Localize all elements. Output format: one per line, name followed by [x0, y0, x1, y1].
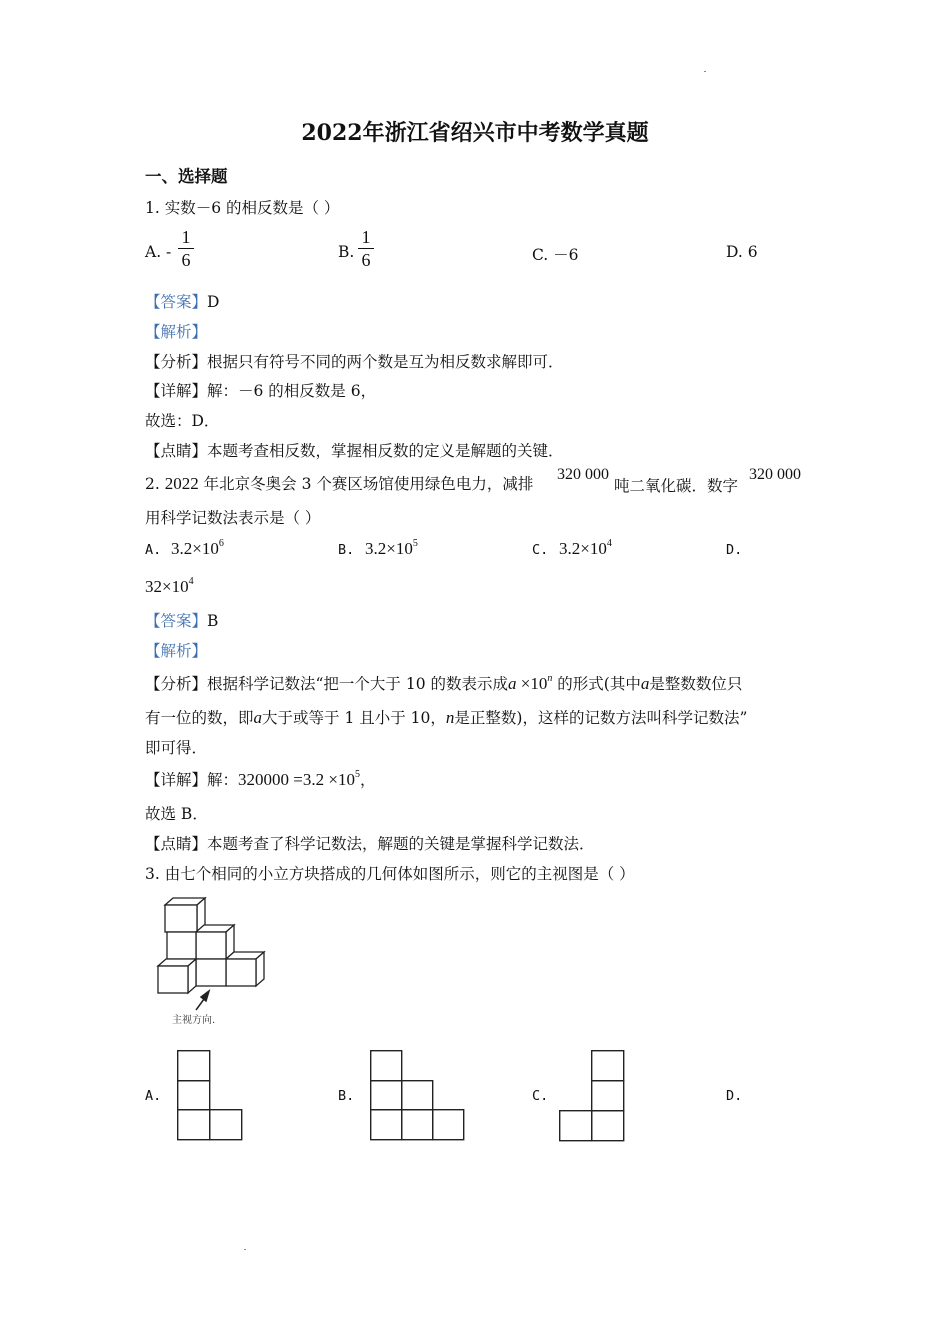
scan-dot	[244, 1249, 246, 1250]
q3-option-c-label: C.	[532, 1088, 549, 1104]
q1-option-b-denominator: 6	[361, 250, 371, 270]
text: ，	[359, 771, 376, 789]
q2-analysis-tag: 【解析】	[145, 642, 208, 660]
q2-stem-b: 年北京冬奥会 3 个赛区场馆使用绿色电力，减排	[198, 475, 534, 493]
q1-option-b-numerator: 1	[361, 227, 371, 247]
answer-tag: 【答案】	[145, 612, 208, 630]
cube-bottom-middle	[196, 959, 226, 986]
q2-option-d	[145, 576, 194, 597]
answer-value: B	[207, 612, 219, 630]
cube-bottom-right	[226, 952, 264, 986]
page-title: 2022年浙江省绍兴市中考数学真题	[301, 120, 649, 146]
q1-fenxi: 【分析】根据只有符号不同的两个数是互为相反数求解即可．	[145, 353, 564, 371]
q3-option-c-view	[559, 1050, 626, 1142]
q2-fenxi-line2	[145, 706, 747, 728]
q3-option-d-label: D.	[726, 1088, 743, 1104]
var-a: a	[253, 708, 263, 727]
var-n: n	[445, 708, 455, 727]
q2-option-d-label: D.	[726, 542, 743, 558]
text: 是整数数位只	[649, 675, 743, 693]
fraction-bar	[358, 248, 374, 249]
q2-fenxi-line1	[145, 672, 742, 694]
q2-option-c-base: 3.2×10	[559, 539, 607, 558]
q2-option-c-exp: 4	[606, 538, 612, 549]
exponent: 5	[354, 769, 360, 780]
q2-number-2: 320 000	[749, 466, 801, 483]
q2-option-b	[365, 538, 418, 559]
cube-middle-left	[167, 932, 196, 959]
q1-stem: 1. 实数－6 的相反数是（ ）	[145, 199, 340, 217]
text: 有一位的数，即	[145, 709, 254, 727]
q2-stem-line2: 用科学记数法表示是（ ）	[145, 509, 321, 527]
text: 大于或等于 1 且小于 10，	[262, 709, 446, 727]
q1-xiangjie: 【详解】解：－6 的相反数是 6，	[145, 382, 377, 400]
answer-tag: 【答案】	[145, 293, 208, 311]
q1-guxuan: 故选：D．	[145, 412, 220, 430]
q1-option-a-denominator: 6	[181, 250, 191, 270]
q2-option-a-base: 3.2×10	[171, 539, 219, 558]
q1-option-b-fraction	[358, 227, 374, 270]
q3-stem: 3. 由七个相同的小立方块搭成的几何体如图所示，则它的主视图是（ ）	[145, 865, 635, 883]
text: 【详解】解：	[145, 771, 239, 789]
q3-option-b-label: B.	[338, 1088, 355, 1104]
q2-option-c	[559, 538, 612, 559]
q2-stem-line1	[145, 472, 533, 494]
q2-option-b-label: B.	[338, 542, 355, 558]
q2-xiangjie	[145, 768, 375, 790]
cube-top	[165, 898, 205, 932]
q1-answer	[145, 290, 219, 312]
q2-stem-a: 2.	[145, 475, 165, 493]
section-heading: 一、选择题	[145, 167, 228, 186]
q3-figure-caption: 主视方向.	[172, 1015, 216, 1026]
q3-option-a-view	[177, 1050, 243, 1141]
q2-option-a-label: A.	[145, 542, 162, 558]
q2-option-a	[171, 538, 224, 559]
q2-option-a-exp: 6	[218, 538, 224, 549]
equation: 320000 =3.2 ×10	[238, 770, 355, 789]
q1-dianjing: 【点睛】本题考查相反数，掌握相反数的定义是解题的关键．	[145, 442, 564, 460]
q2-option-d-base: 32×10	[145, 577, 189, 596]
q2-dianjing: 【点睛】本题考查了科学记数法，解题的关键是掌握科学记数法．	[145, 835, 595, 853]
q2-number-1: 320 000	[557, 466, 609, 483]
answer-value: D	[207, 293, 220, 311]
q2-year: 2022	[164, 474, 199, 493]
text: 是正整数)，这样的记数方法叫科学记数法”	[454, 709, 748, 727]
text: 的形式(其中	[552, 675, 641, 693]
q3-option-a-label: A.	[145, 1088, 162, 1104]
q1-analysis-tag: 【解析】	[145, 323, 208, 341]
q2-fenxi-line3: 即可得．	[145, 739, 208, 757]
q2-guxuan: 故选 B．	[145, 805, 208, 823]
q2-option-b-base: 3.2×10	[365, 539, 413, 558]
view-direction-arrow	[196, 991, 209, 1010]
q2-answer	[145, 609, 218, 631]
q3-option-b-view	[370, 1050, 465, 1141]
q1-option-b-label: B.	[338, 243, 355, 261]
q2-option-b-exp: 5	[412, 538, 418, 549]
cube-middle-right	[196, 925, 234, 959]
q2-stem-c: 吨二氧化碳．数字	[614, 477, 739, 495]
var-a: a	[640, 674, 650, 693]
q1-option-d: D. 6	[726, 243, 758, 261]
q1-option-a-numerator: 1	[181, 227, 191, 247]
q3-cube-figure	[150, 895, 280, 1030]
var-a: a	[508, 674, 517, 693]
text: 【分析】根据科学记数法“把一个大于 10 的数表示成	[145, 675, 509, 693]
scan-dot	[704, 71, 706, 72]
q2-option-d-exp: 4	[188, 576, 194, 587]
q2-option-c-label: C.	[532, 542, 549, 558]
times-ten: ×10	[516, 674, 548, 693]
cube-bottom-left	[158, 959, 196, 993]
var-n: n	[547, 673, 553, 684]
q1-option-a-label: A. -	[145, 243, 172, 261]
q1-option-a-fraction	[178, 227, 194, 270]
fraction-bar	[178, 248, 194, 249]
q1-option-c: C. －6	[532, 246, 579, 264]
